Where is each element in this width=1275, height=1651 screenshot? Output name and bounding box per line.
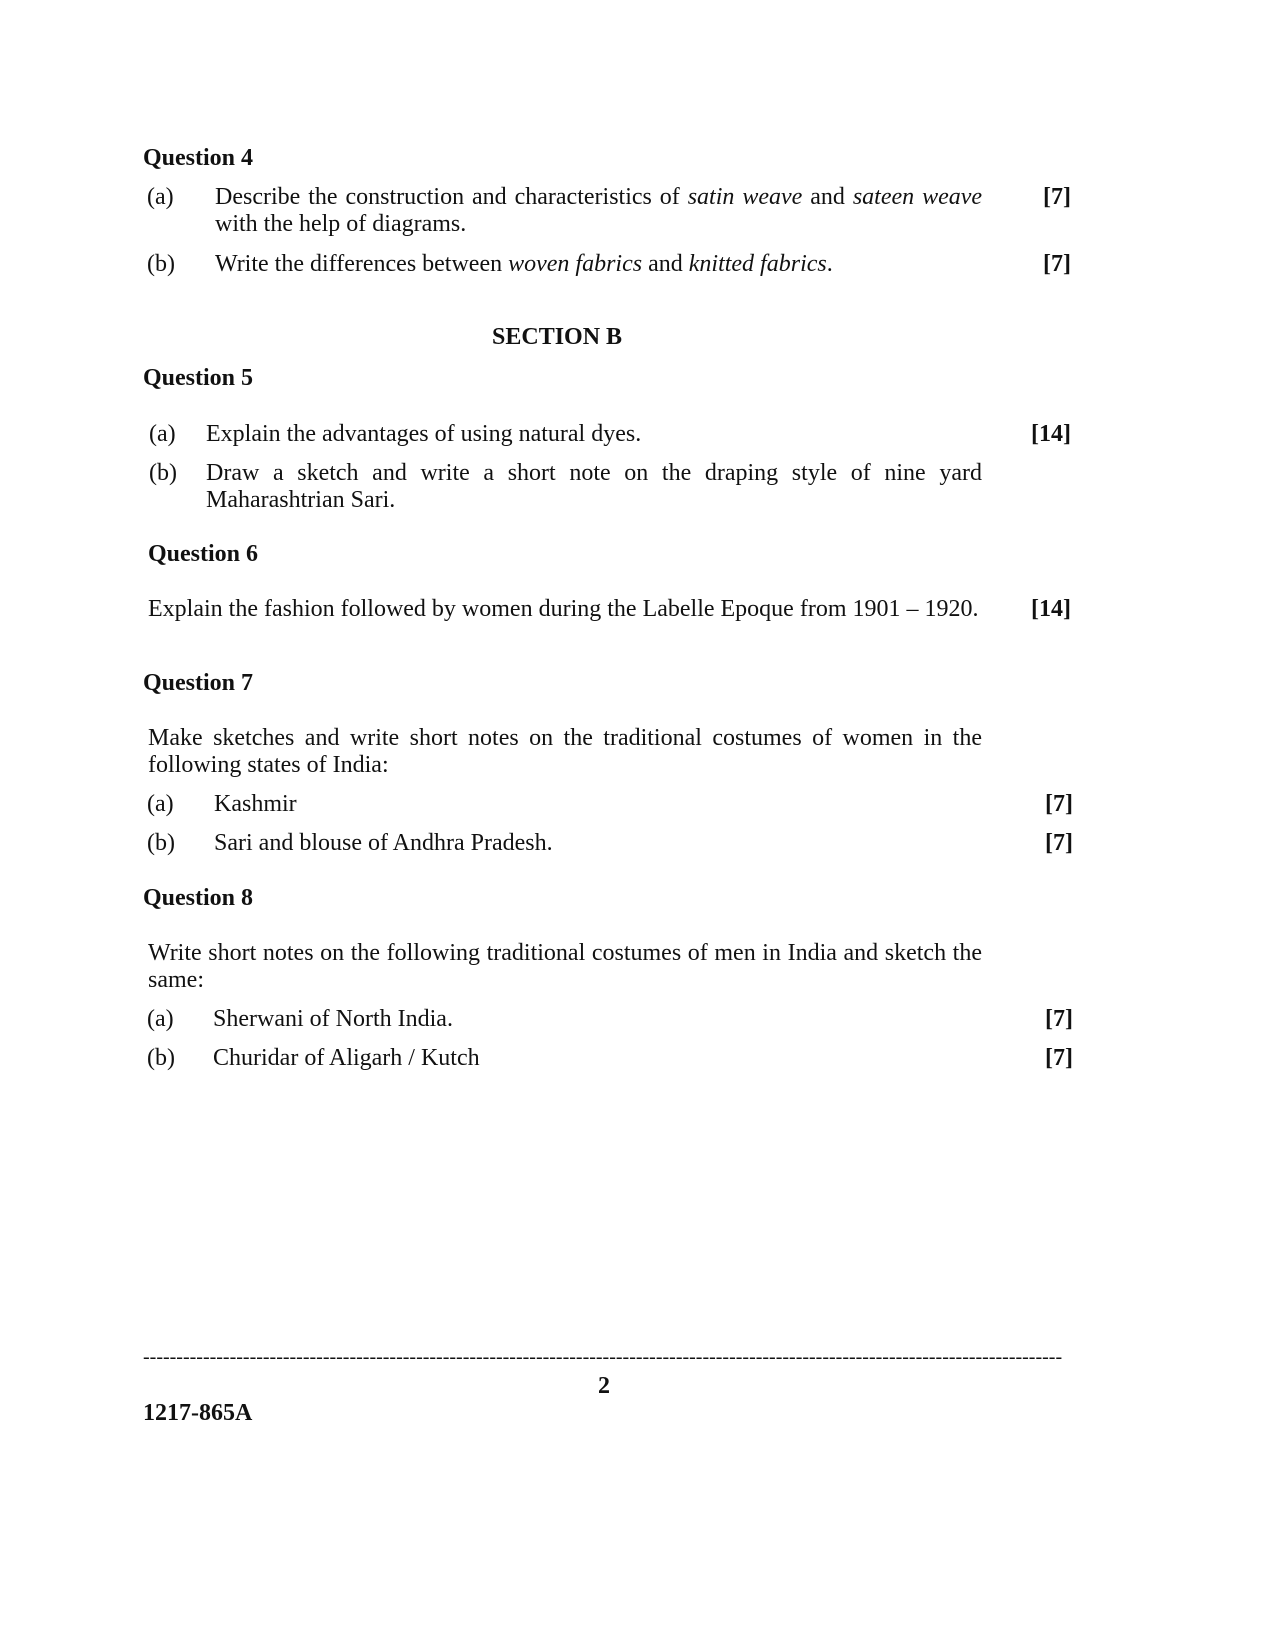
question-4-title: Question 4 — [143, 145, 254, 171]
footer-separator: ------------------------------------------------------------------------------------------------------------------------------------------ — [143, 1347, 1063, 1367]
q4-a-text-part: and — [810, 184, 845, 210]
q7-intro-line2: following states of India: — [148, 752, 389, 778]
q5-b-line1: Draw a sketch and write a short note on the draping style of nine yard — [206, 460, 982, 486]
q8-intro-line1: Write short notes on the following traditional costumes of men in India and sketch the — [148, 940, 982, 966]
q4-b-text-part: . — [826, 251, 833, 277]
q4-b-label: (b) — [147, 251, 175, 277]
q8-intro-line2: same: — [148, 967, 204, 993]
q7-intro-line1: Make sketches and write short notes on the traditional costumes of women in the — [148, 725, 982, 751]
q4-a-marks: [7] — [1043, 184, 1071, 210]
q4-a-label: (a) — [147, 184, 174, 210]
q4-b-marks: [7] — [1043, 251, 1071, 277]
question-6-title: Question 6 — [148, 541, 259, 567]
q4-b-text-part: Write the differences between — [215, 251, 503, 277]
question-7-title: Question 7 — [143, 670, 254, 696]
paper-code: 1217-865A — [143, 1400, 253, 1426]
q4-a-line2: with the help of diagrams. — [215, 211, 467, 237]
q8-b-label: (b) — [147, 1045, 175, 1071]
q8-a-marks: [7] — [1045, 1006, 1073, 1032]
q5-a-text: Explain the advantages of using natural dyes. — [206, 421, 642, 447]
page-number: 2 — [598, 1373, 610, 1399]
q4-b-emphasis-woven: woven fabrics — [508, 251, 643, 277]
question-8-title: Question 8 — [143, 885, 254, 911]
q7-b-label: (b) — [147, 830, 175, 856]
q4-b-emphasis-knitted: knitted fabrics — [688, 251, 827, 277]
q5-b-label: (b) — [149, 460, 177, 486]
q7-a-marks: [7] — [1045, 791, 1073, 817]
q5-b-line2: Maharashtrian Sari. — [206, 487, 396, 513]
q7-a-label: (a) — [147, 791, 174, 817]
q7-b-text: Sari and blouse of Andhra Pradesh. — [214, 830, 553, 856]
q7-a-text: Kashmir — [214, 791, 297, 817]
q4-a-emphasis-sateen: sateen weave — [852, 184, 983, 210]
q8-b-text: Churidar of Aligarh / Kutch — [213, 1045, 480, 1071]
q6-text: Explain the fashion followed by women during the Labelle Epoque from 1901 – 1920. — [148, 596, 979, 622]
q8-a-text: Sherwani of North India. — [213, 1006, 453, 1032]
q4-a-line1 — [215, 183, 982, 211]
q4-b-text — [215, 250, 833, 278]
q4-a-emphasis-satin: satin weave — [687, 184, 803, 210]
q8-a-label: (a) — [147, 1006, 174, 1032]
section-heading: SECTION B — [492, 324, 623, 350]
q4-b-text-part: and — [648, 251, 683, 277]
q4-a-text-part: Describe the construction and characteristics of — [215, 184, 680, 210]
q7-b-marks: [7] — [1045, 830, 1073, 856]
question-5-title: Question 5 — [143, 365, 254, 391]
q5-a-marks: [14] — [1031, 421, 1071, 447]
q6-marks: [14] — [1031, 596, 1071, 622]
q5-a-label: (a) — [149, 421, 176, 447]
q8-b-marks: [7] — [1045, 1045, 1073, 1071]
